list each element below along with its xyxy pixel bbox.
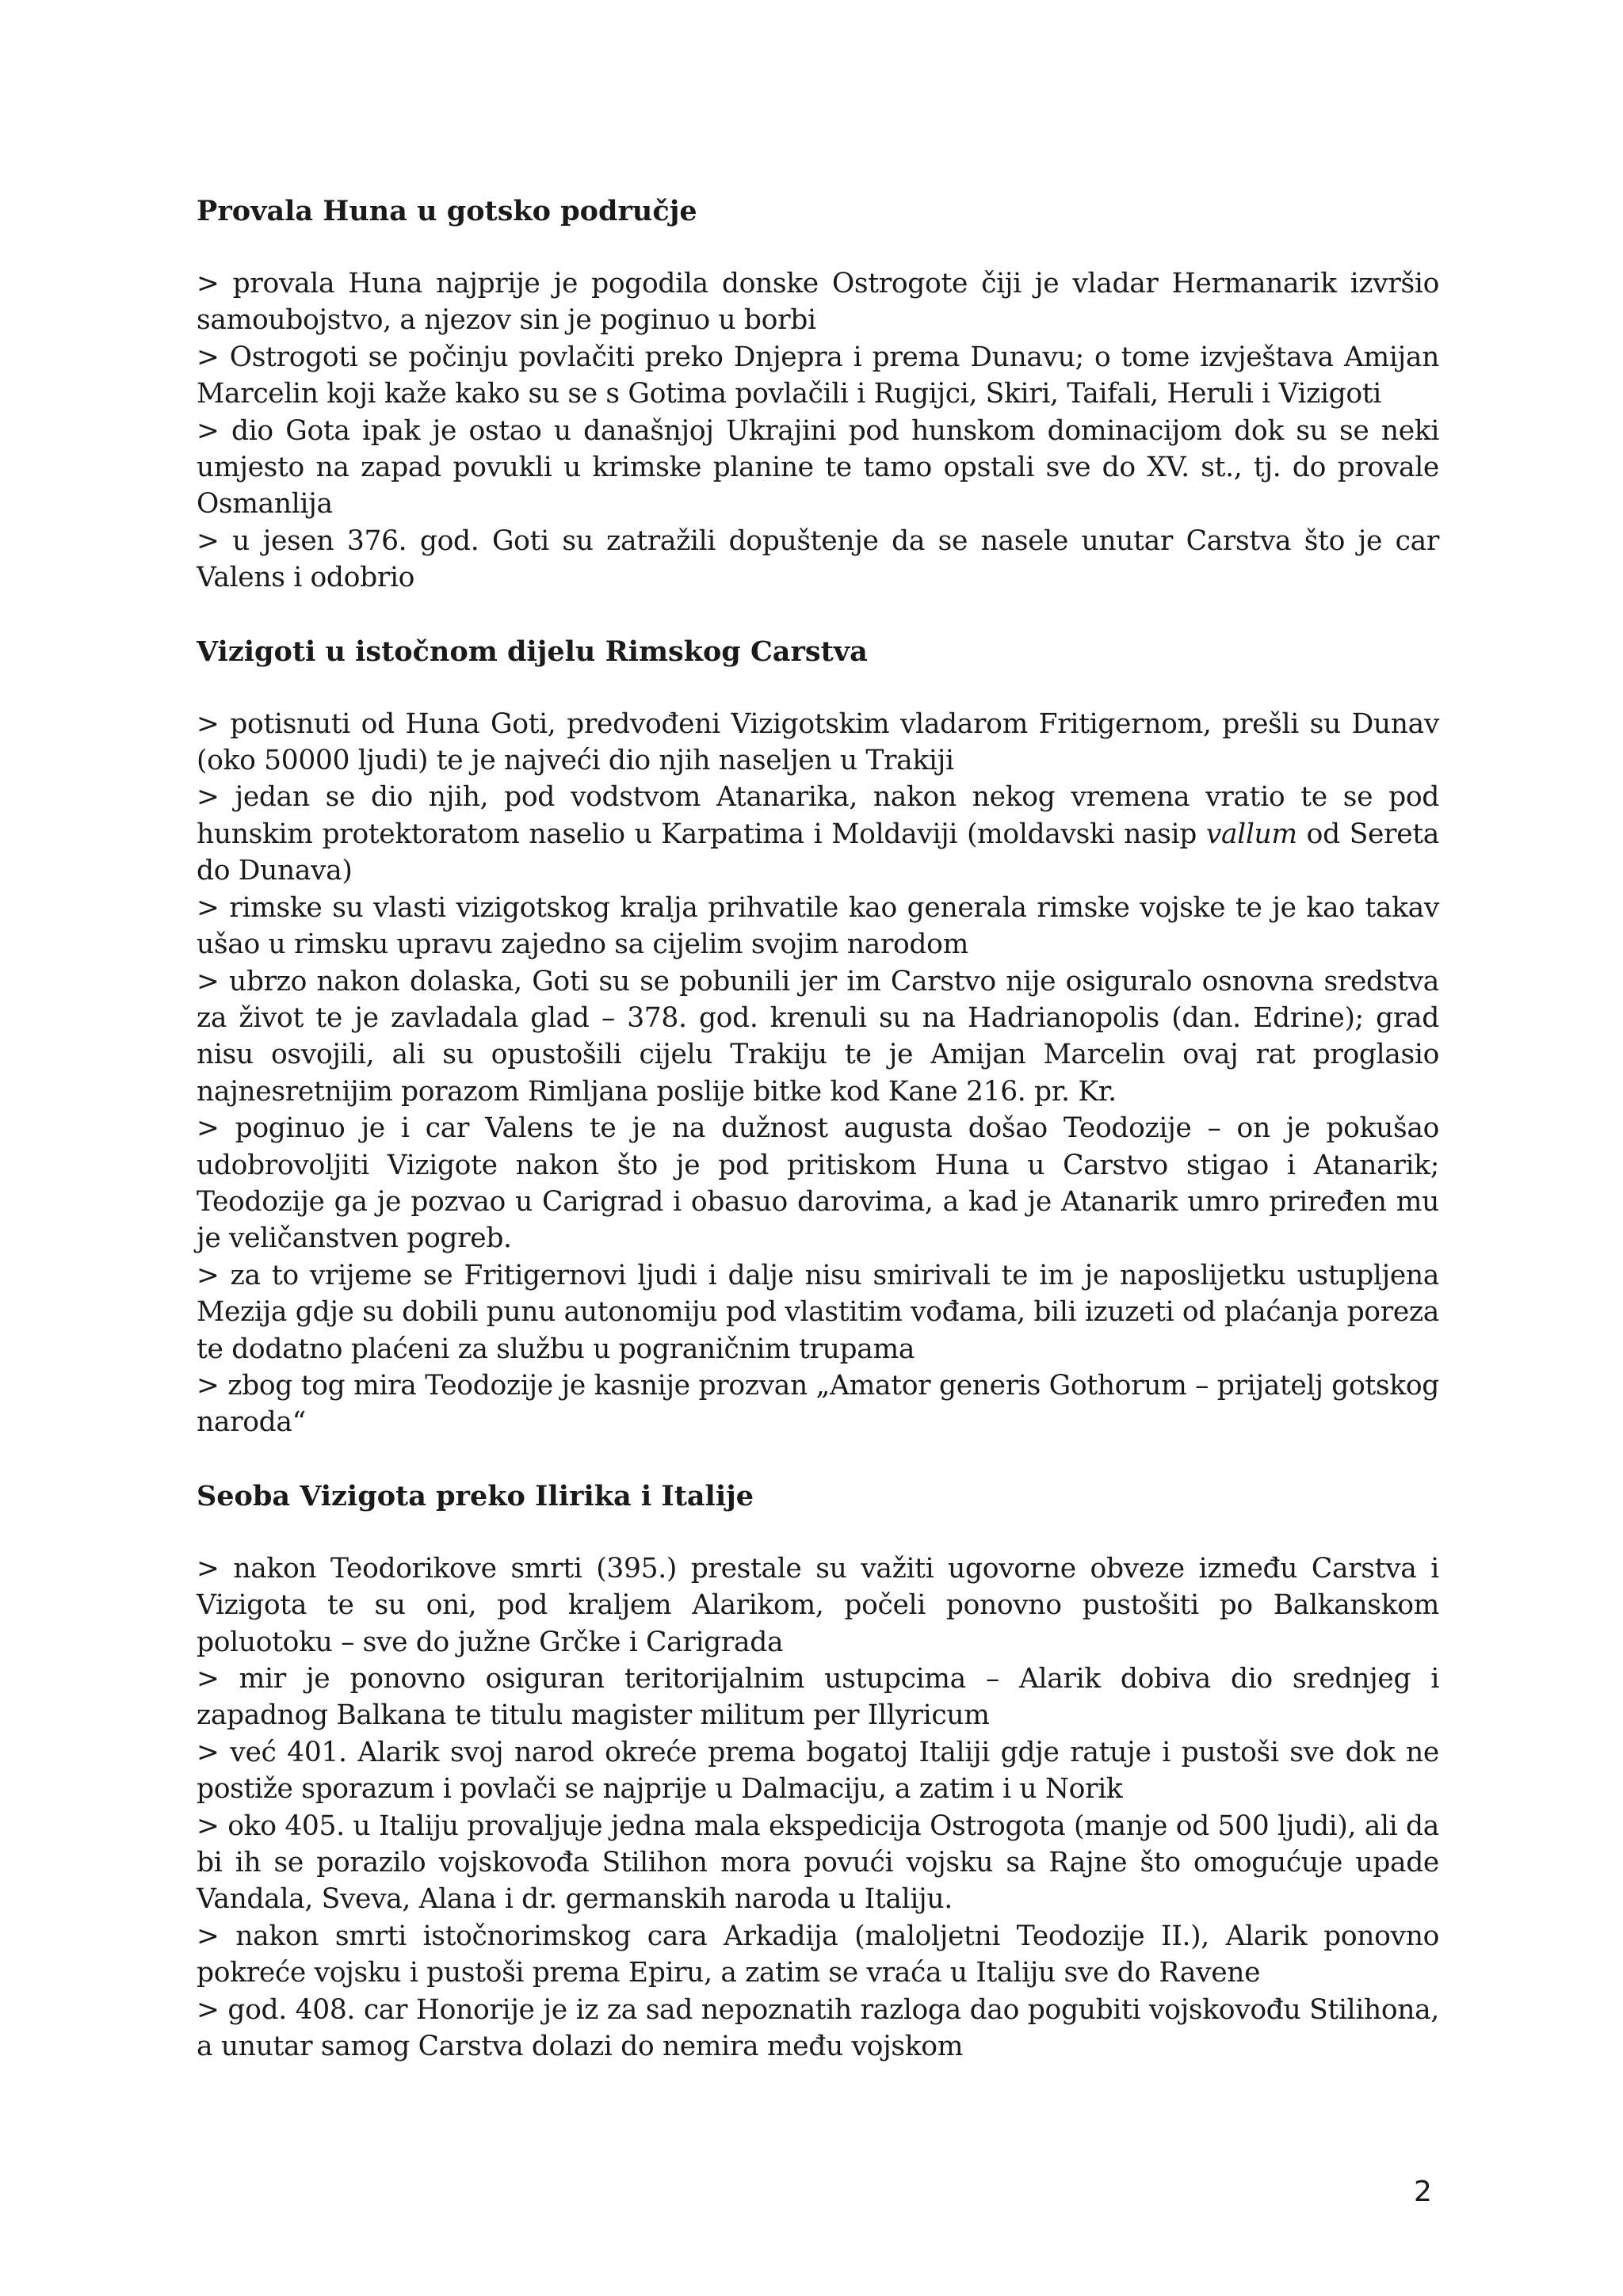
paragraph-text: > jedan se dio njih, pod vodstvom Atanarika, nakon nekog vremena vratio te se pod hunskim protektoratom naselio u Karpatima i Moldaviji (moldavski nasip — [197, 781, 1439, 850]
paragraph: > dio Gota ipak je ostao u današnjoj Ukrajini pod hunskom dominacijom dok su se neki umjesto na zapad povukli u krimske planine te tamo opstali sve do XV. st., tj. do provale Osmanlija — [197, 414, 1439, 521]
paragraph: > provala Huna najprije je pogodila donske Ostrogote čiji je vladar Hermanarik izvršio samoubojstvo, a njezov sin je poginuo u borbi — [197, 268, 1439, 337]
paragraph: > nakon Teodorikove smrti (395.) prestale su važiti ugovorne obveze između Carstva i Vizigota te su oni, pod kraljem Alarikom, počeli ponovno pustošiti po Balkanskom poluotoku – sve do južne Grčke i Carigrada — [197, 1552, 1439, 1658]
document-page — [197, 193, 1439, 2065]
paragraph-text: od Sereta do Dunava) — [197, 818, 1439, 887]
paragraph: > rimske su vlasti vizigotskog kralja prihvatile kao generala rimske vojske te je kao takav ušao u rimsku upravu zajedno sa cijelim svojim narodom — [197, 891, 1439, 961]
paragraph: > poginuo je i car Valens te je na dužnost augusta došao Teodozije – on je pokušao udobrovoljiti Vizigote nakon što je pod pritiskom Huna u Carstvo stigao i Atanarik; Teodozije ga je pozvao u Carigrad i obasuo darovima, a kad je Atanarik umro priređen mu je veličanstven pogreb. — [197, 1112, 1439, 1255]
section-heading: Vizigoti u istočnom dijelu Rimskog Carstva — [197, 635, 868, 668]
paragraph: > Ostrogoti se počinju povlačiti preko Dnjepra i prema Dunavu; o tome izvještava Amijan Marcelin koji kaže kako su se s Gotima povlačili i Rugijci, Skiri, Taifali, Heruli i Vizigoti — [197, 341, 1439, 410]
paragraph: > u jesen 376. god. Goti su zatražili dopuštenje da se nasele unutar Carstva što je car Valens i odobrio — [197, 524, 1439, 594]
italic-term: vallum — [1205, 818, 1297, 850]
section-heading: Provala Huna u gotsko područje — [197, 195, 697, 227]
paragraph-list — [197, 706, 1439, 1441]
paragraph: > mir je ponovno osiguran teritorijalnim ustupcima – Alarik dobiva dio srednjeg i zapadnog Balkana te titulu magister militum per Illyricum — [197, 1663, 1439, 1732]
section-seoba — [197, 1478, 1439, 2065]
paragraph: > oko 405. u Italiju provaljuje jedna mala ekspedicija Ostrogota (manje od 500 ljudi), ali da bi ih se porazilo vojskovođa Stilihon mora povući vojsku sa Rajne što omogućuje upade Vandala, Sveva, Alana i dr. germanskih naroda u Italiju. — [197, 1810, 1439, 1916]
page-number: 2 — [1414, 2176, 1432, 2208]
paragraph-list — [197, 265, 1439, 597]
paragraph: > nakon smrti istočnorimskog cara Arkadija (maloljetni Teodozije II.), Alarik ponovno pokreće vojsku i pustoši prema Epiru, a zatim se vraća u Italiju sve do Ravene — [197, 1920, 1439, 1989]
paragraph-with-italic — [197, 779, 1439, 889]
section-heading: Seoba Vizigota preko Ilirika i Italije — [197, 1479, 754, 1512]
paragraph: > već 401. Alarik svoj narod okreće prema bogatoj Italiji gdje ratuje i pustoši sve dok ne postiže sporazum i povlači se najprije u Dalmaciju, a zatim i u Norik — [197, 1736, 1439, 1806]
paragraph: > za to vrijeme se Fritigernovi ljudi i dalje nisu smirivali te im je naposlijetku ustupljena Mezija gdje su dobili punu autonomiju pod vlastitim vođama, bili izuzeti od plaćanja poreza te dodatno plaćeni za službu u pograničnim trupama — [197, 1259, 1439, 1365]
paragraph: > zbog tog mira Teodozije je kasnije prozvan „Amator generis Gothorum – prijatelj gotskog naroda“ — [197, 1369, 1439, 1439]
paragraph: > god. 408. car Honorije je iz za sad nepoznatih razloga dao pogubiti vojskovođu Stilihona, a unutar samog Carstva dolazi do nemira među vojskom — [197, 1993, 1439, 2063]
section-vizigoti-istok — [197, 633, 1439, 1441]
paragraph-list — [197, 1550, 1439, 2065]
paragraph: > potisnuti od Huna Goti, predvođeni Vizigotskim vladarom Fritigernom, prešli su Dunav (oko 50000 ljudi) te je najveći dio njih naseljen u Trakiji — [197, 707, 1439, 777]
paragraph: > ubrzo nakon dolaska, Goti su se pobunili jer im Carstvo nije osiguralo osnovna sredstva za život te je zavladala glad – 378. god. krenuli su na Hadrianopolis (dan. Edrine); grad nisu osvojili, ali su opustošili cijelu Trakiju te je Amijan Marcelin ovaj rat proglasio najnesretnijim porazom Rimljana poslije bitke kod Kane 216. pr. Kr. — [197, 965, 1439, 1108]
section-huna — [197, 193, 1439, 597]
